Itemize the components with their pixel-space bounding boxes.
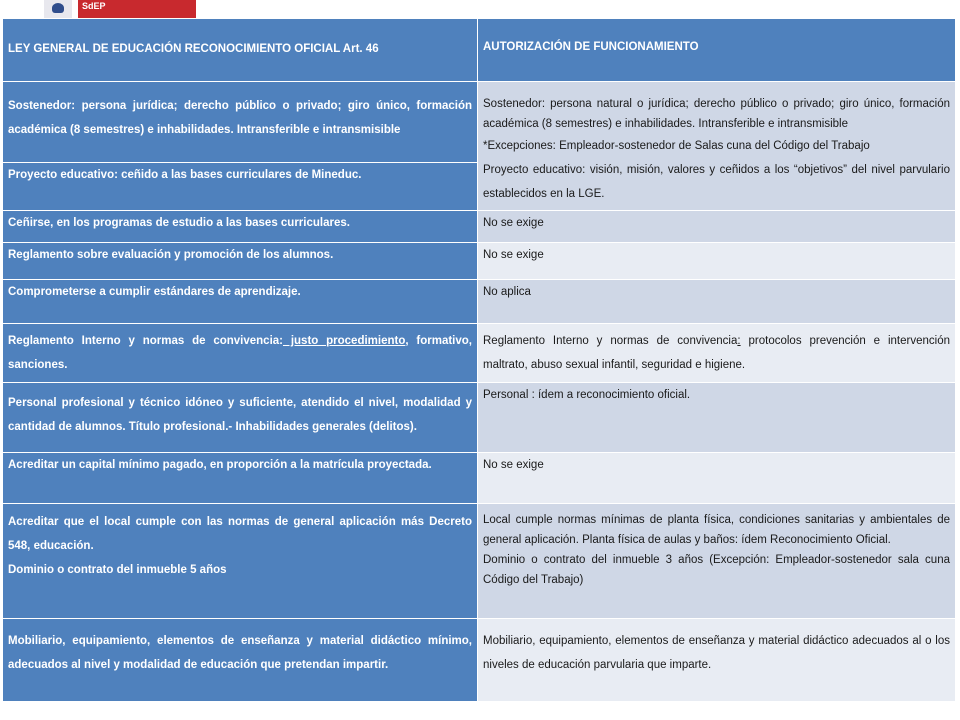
table-row [3, 243, 956, 280]
table-row [3, 619, 956, 702]
table-row [3, 504, 956, 619]
row9-right-local: Local cumple normas mínimas de planta física, condiciones sanitarias y ambientales de general aplicación. Planta física de aulas y baños: ídem Reconocimiento Oficial. [483, 514, 950, 546]
row3-left: Ceñirse, en los programas de estudio a las bases curriculares. [3, 211, 478, 243]
row6-left-underlined: justo procedimiento [283, 335, 406, 347]
row1-right-proyecto: Proyecto educativo: visión, misión, valores y ceñidos a los “objetivos” del nivel parvulario establecidos en la LGE. [483, 164, 950, 200]
row6-right-colon: : [737, 335, 741, 347]
row8-left: Acreditar un capital mínimo pagado, en proporción a la matrícula proyectada. [3, 453, 478, 504]
row1-right [478, 82, 956, 211]
row2-left: Proyecto educativo: ceñido a las bases curriculares de Mineduc. [3, 163, 478, 211]
table-row [3, 383, 956, 453]
row6-right-rest: protocolos prevención e intervención maltrato, abuso sexual infantil, seguridad e higiene. [483, 335, 950, 371]
row6-right-title: Reglamento Interno y normas de convivencia [483, 335, 738, 347]
comparison-table [2, 18, 956, 702]
row7-right: Personal : ídem a reconocimiento oficial. [478, 383, 956, 453]
row4-left: Reglamento sobre evaluación y promoción de los alumnos. [3, 243, 478, 280]
row6-right [478, 324, 956, 383]
row8-right: No se exige [478, 453, 956, 504]
row9-left [3, 504, 478, 619]
row6-left-rest: , formativo, sanciones. [8, 335, 472, 371]
emblem-icon [44, 0, 72, 20]
row9-left-local: Acreditar que el local cumple con las normas de general aplicación más Decreto 548, educación. [8, 516, 472, 552]
row7-left: Personal profesional y técnico idóneo y suficiente, atendido el nivel, modalidad y cantidad de alumnos. Título profesional.- Inhabilidades generales (delitos). [3, 383, 478, 453]
row9-right [478, 504, 956, 619]
row5-left: Comprometerse a cumplir estándares de aprendizaje. [3, 280, 478, 324]
logo-banner: SdEP [78, 0, 196, 18]
table-row [3, 280, 956, 324]
table-row [3, 453, 956, 504]
table-row [3, 324, 956, 383]
row1-right-excepciones: *Excepciones: Empleador-sostenedor de Salas cuna del Código del Trabajo [483, 140, 870, 152]
row6-left [3, 324, 478, 383]
row4-right: No se exige [478, 243, 956, 280]
row10-right: Mobiliario, equipamiento, elementos de enseñanza y material didáctico adecuados al o los niveles de educación parvularia que imparte. [478, 619, 956, 702]
row1-left: Sostenedor: persona jurídica; derecho público o privado; giro único, formación académica (8 semestres) e inhabilidades. Intransferible e intransmisible [3, 82, 478, 163]
row9-right-dominio: Dominio o contrato del inmueble 3 años (Excepción: Empleador-sostenedor sala cuna Código del Trabajo) [483, 554, 950, 586]
table-header-row [3, 19, 956, 82]
table-row [3, 82, 956, 163]
header-autorizacion: AUTORIZACIÓN DE FUNCIONAMIENTO [478, 19, 956, 82]
row9-left-dominio: Dominio o contrato del inmueble 5 años [8, 564, 227, 576]
row5-right: No aplica [478, 280, 956, 324]
row3-right: No se exige [478, 211, 956, 243]
row6-left-title: Reglamento Interno y normas de convivencia: [8, 335, 283, 347]
logo [44, 0, 154, 18]
row1-right-sostenedor: Sostenedor: persona natural o jurídica; derecho público o privado; giro único, formación académica (8 semestres) e inhabilidades. Intransferible e intransmisible [483, 98, 950, 130]
row10-left: Mobiliario, equipamiento, elementos de enseñanza y material didáctico mínimo, adecuados al nivel y modalidad de educación que pretendan impartir. [3, 619, 478, 702]
header-reconocimiento: LEY GENERAL DE EDUCACIÓN RECONOCIMIENTO OFICIAL Art. 46 [3, 19, 478, 82]
table-row [3, 211, 956, 243]
